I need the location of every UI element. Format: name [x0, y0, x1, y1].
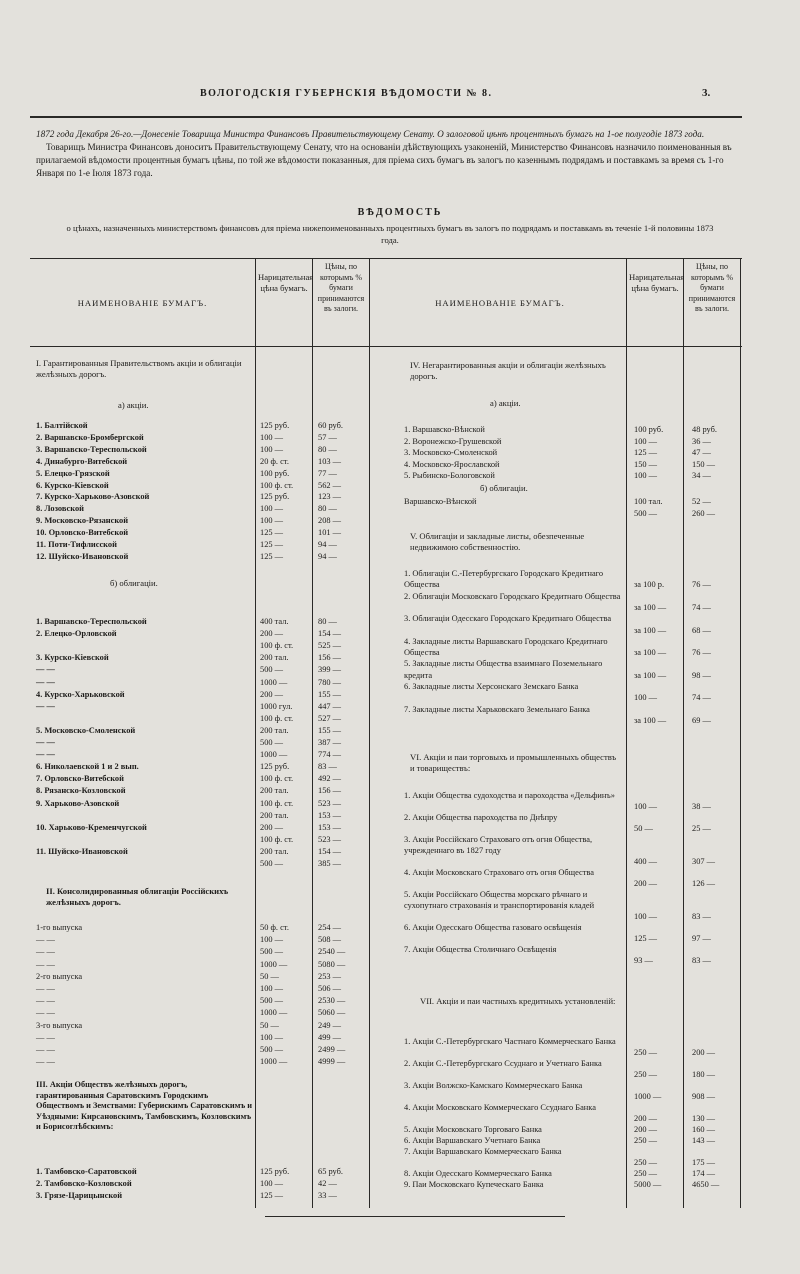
row-pledge: 36 — [692, 436, 711, 446]
section-heading: VI. Акціи и паи торговыхъ и промышленныхъ обществъ и товариществъ: [410, 752, 617, 773]
row-pledge: 447 — [318, 701, 342, 711]
row-pledge: 130 — [692, 1114, 716, 1123]
row-pledge: 47 — [692, 448, 711, 458]
row-pledge: 387 — [318, 738, 342, 747]
row-nominal: за 100 — [634, 715, 667, 725]
row-name: 2. Акціи Общества пароходства по Днѣпру [404, 813, 558, 822]
row-nominal: 100 руб. [634, 425, 664, 434]
row-name: — — [36, 959, 55, 969]
row-name: 7. Закладные листы Харьковскаго Земельнаго Банка [404, 704, 590, 714]
row-pledge: 160 — [692, 1125, 716, 1134]
row-name: 2-го выпуска [36, 971, 83, 981]
section-heading: IV. Негарантированныя акціи и облигаціи желѣзныхъ дорогъ. [410, 360, 606, 381]
row-nominal: 20 ф. ст. [260, 456, 289, 466]
row-nominal: 400 — [634, 857, 658, 866]
row-nominal: 100 руб. [260, 468, 290, 478]
row-pledge: 80 — [318, 504, 337, 514]
row-name: 3. Курско-Кіевской [36, 653, 109, 663]
row-nominal: 1000 — [260, 959, 288, 969]
row-name: 6. Акціи Одесскаго Общества газоваго освѣщенія [404, 923, 582, 932]
row-nominal: 200 тал. [260, 786, 289, 796]
row-name: 1. Варшавско-Вѣнской [404, 425, 485, 434]
row-name: 1. Балтійской [36, 421, 88, 430]
row-pledge: 98 — [692, 670, 711, 680]
row-name: 4. Акціи Московскаго Страховаго отъ огня Общества [404, 868, 594, 877]
row-name: 3. Облигаціи Одесскаго Городскаго Кредитнаго Общества [404, 614, 612, 624]
row-pledge: 150 — [692, 459, 716, 469]
row-pledge: 77 — [318, 468, 337, 478]
row-pledge: 103 — [318, 456, 342, 466]
row-name: Варшавско-Вѣнской [404, 497, 477, 506]
col-divider [683, 258, 684, 1208]
col-divider [255, 258, 256, 1208]
row-name: — — [36, 1045, 55, 1054]
row-name: 7. Акціи Общества Столичнаго Освѣщенія [404, 945, 557, 954]
row-name: 1-го выпуска [36, 923, 83, 932]
row-name: 8. Рязанско-Козловской [36, 786, 126, 796]
row-name: 7. Акціи Варшавскаго Коммерческаго Банка [404, 1147, 562, 1156]
row-pledge: 155 — [318, 725, 342, 735]
row-nominal: 125 руб. [260, 421, 290, 430]
row-pledge: 156 — [318, 653, 342, 663]
row-nominal: 1000 — [260, 750, 288, 760]
row-pledge: 307 — [692, 857, 716, 866]
row-nominal: за 100 — [634, 625, 667, 635]
row-nominal: 200 — [260, 822, 284, 832]
row-pledge: 399 — [318, 665, 342, 675]
row-name: 9. Московско-Рязанской [36, 516, 129, 526]
row-nominal: 100 — [634, 471, 658, 481]
row-pledge: 260 — [692, 509, 716, 518]
row-pledge: 154 — [318, 846, 342, 856]
row-nominal: 500 — [260, 738, 284, 747]
row-name: 9. Харьково-Азовской [36, 798, 120, 808]
row-pledge: 153 — [318, 822, 342, 832]
row-name: 1. Акціи Общества судоходства и пароходства «Дельфинъ» [404, 791, 615, 800]
row-nominal: 125 — [634, 448, 658, 458]
row-name: — — [36, 935, 55, 945]
row-pledge: 94 — [318, 551, 337, 561]
row-name: — — [36, 1057, 55, 1067]
row-pledge: 97 — [692, 934, 711, 943]
row-name: 11. Поти-Тифлисской [36, 540, 117, 549]
row-pledge: 83 — [692, 956, 711, 965]
row-pledge: 523 — [318, 834, 342, 844]
row-pledge: 506 — [318, 984, 342, 993]
row-pledge: 175 — [692, 1158, 716, 1167]
row-name: — — [36, 984, 55, 993]
row-name: — — [36, 947, 55, 957]
row-name: 5. Акціи Россійскаго Общества морскаго рѣчнаго и сухопутнаго страхованія и транспортированія кладей [404, 890, 595, 910]
row-pledge: 25 — [692, 824, 711, 833]
row-pledge: 80 — [318, 444, 337, 454]
row-pledge: 908 — [692, 1092, 716, 1101]
row-name: 1. Варшавско-Тереспольской [36, 617, 147, 626]
row-name: — — [36, 677, 55, 687]
row-nominal: за 100 р. [634, 580, 665, 590]
col-head-nominal: Нарицательная цѣна бумагъ. [629, 272, 685, 293]
row-name: — — [36, 665, 55, 675]
table-subtitle: о цѣнахъ, назначенныхъ министерствомъ финансовъ для пріема нижепоименованныхъ процентныхъ бумагъ въ залогъ по подрядамъ и поставкамъ въ теченіе 1-й половины 1873 года. [66, 223, 714, 245]
row-name: 6. Закладные листы Херсонскаго Земскаго Банка [404, 682, 579, 691]
row-pledge: 5080 — [318, 959, 346, 969]
row-nominal: 250 — [634, 1070, 658, 1079]
row-pledge: 4999 — [318, 1057, 346, 1067]
section-heading: II. Консолидированныя облигаціи Россійскихъ желѣзныхъ дорогъ. [46, 886, 229, 907]
row-pledge: 74 — [692, 602, 711, 612]
row-pledge: 38 — [692, 802, 711, 811]
subsection-heading: б) облигаціи. [110, 578, 158, 588]
row-pledge: 48 руб. [692, 425, 717, 434]
row-pledge: 385 — [318, 859, 342, 868]
row-pledge: 65 руб. [318, 1167, 343, 1176]
row-pledge: 249 — [318, 1020, 342, 1030]
row-pledge: 155 — [318, 689, 342, 699]
row-pledge: 83 — [692, 912, 711, 921]
row-name: 3. Варшавско-Тереспольской [36, 444, 147, 454]
row-pledge: 34 — [692, 471, 711, 481]
row-name: 6. Николаевской 1 и 2 вып. [36, 762, 139, 772]
row-pledge: 156 — [318, 786, 342, 796]
row-nominal: 150 — [634, 459, 658, 469]
row-nominal: 500 — [260, 996, 284, 1006]
row-name: 2. Варшавско-Бромбергской [36, 432, 144, 442]
row-nominal: 1000 — [260, 1057, 288, 1067]
section-heading: V. Облигаціи и закладные листы, обезпеченные недвижимою собственностію. [410, 531, 585, 552]
row-pledge: 774 — [318, 750, 342, 760]
row-pledge: 174 — [692, 1169, 716, 1178]
table-head-rule [30, 346, 742, 347]
row-name: 4. Курско-Харьковской [36, 689, 125, 699]
col-head-name: НАИМЕНОВАНІЕ БУМАГЪ. [77, 298, 208, 308]
row-name: 1. Тамбовско-Саратовской [36, 1167, 137, 1176]
header-title: ВОЛОГОДСКІЯ ГУБЕРНСКІЯ ВѢДОМОСТИ № 8. [200, 88, 493, 99]
row-name: 10. Орловско-Витебской [36, 528, 129, 538]
row-pledge: 253 — [318, 971, 342, 981]
row-pledge: 74 — [692, 693, 711, 703]
row-name: 3. Грязе-Царицынской [36, 1191, 123, 1200]
row-nominal: 500 — [260, 665, 284, 675]
row-name: 10. Харьково-Кременчугской [36, 822, 147, 832]
row-pledge: 101 — [318, 528, 342, 538]
row-nominal: 100 ф. ст. [260, 774, 294, 784]
row-name: 5. Акціи Московскаго Торговаго Банка [404, 1125, 542, 1134]
row-nominal: за 100 — [634, 670, 667, 680]
row-name: — — [36, 750, 55, 760]
row-nominal: 200 тал. [260, 810, 289, 820]
row-pledge: 94 — [318, 540, 337, 549]
section-heading: VII. Акціи и паи частныхъ кредитныхъ установленій: [420, 996, 616, 1006]
row-pledge: 126 — [692, 879, 716, 888]
col-divider [740, 258, 741, 1208]
row-name: 5. Московско-Смоленской [36, 725, 136, 735]
row-nominal: 125 — [634, 934, 658, 943]
col-divider [626, 258, 627, 1208]
row-nominal: 125 — [260, 528, 284, 538]
row-nominal: 100 — [260, 432, 284, 442]
row-pledge: 200 — [692, 1048, 716, 1057]
row-nominal: 50 — [260, 1020, 279, 1030]
row-pledge: 254 — [318, 923, 342, 932]
row-nominal: за 100 — [634, 648, 667, 658]
row-nominal: 125 — [260, 1191, 284, 1200]
row-pledge: 2499 — [318, 1045, 346, 1054]
row-pledge: 2540 — [318, 947, 346, 957]
row-nominal: 500 — [634, 509, 658, 518]
row-name: 2. Облигаціи Московскаго Городскаго Кредитнаго Общества [404, 591, 621, 601]
row-nominal: 50 — [260, 971, 279, 981]
section-heading: I. Гарантированныя Правительствомъ акціи и облигаціи желѣзныхъ дорогъ. [36, 358, 242, 379]
row-pledge: 780 — [318, 677, 342, 687]
row-pledge: 83 — [318, 762, 337, 772]
section-heading: III. Акціи Обществъ желѣзныхъ дорогъ, гарантированныя Саратовскимъ Городскимъ Обществомъ и Земствами: Губерискимъ Саратовскимъ и Уѣздными: Кирсановскимъ, Тамбовскимъ, Козловскимъ и Борисоглѣбскимъ: [36, 1080, 253, 1131]
row-name: 3. Московско-Смоленской [404, 448, 498, 458]
row-nominal: 200 — [634, 1125, 658, 1134]
row-pledge: 492 — [318, 774, 342, 784]
row-nominal: 125 руб. [260, 1167, 290, 1176]
row-pledge: 33 — [318, 1191, 337, 1200]
row-nominal: 100 — [260, 935, 284, 945]
row-name: — — [36, 1008, 55, 1018]
row-pledge: 42 — [318, 1179, 337, 1188]
row-nominal: 5000 — [634, 1180, 662, 1189]
row-nominal: 100 — [260, 984, 284, 993]
row-nominal: 100 — [260, 1032, 284, 1042]
row-name: 12. Шуйско-Ивановской [36, 551, 129, 561]
row-pledge: 57 — [318, 432, 337, 442]
row-nominal: 200 — [634, 879, 658, 888]
row-name: 3-го выпуска [36, 1020, 83, 1030]
row-name: 5. Рыбинско-Бологовской [404, 471, 495, 481]
row-nominal: 125 руб. [260, 762, 290, 772]
row-name: 2. Елецко-Орловской [36, 629, 117, 639]
header-rule [30, 116, 742, 118]
row-name: 8. Акціи Одесскаго Коммерческаго Банка [404, 1169, 552, 1178]
row-name: 4. Акціи Московскаго Коммерческаго Ссуднаго Банка [404, 1103, 596, 1112]
row-nominal: 500 — [260, 947, 284, 957]
row-pledge: 527 — [318, 713, 342, 723]
row-pledge: 153 — [318, 810, 342, 820]
row-name: 4. Динабурго-Витебской [36, 456, 128, 466]
row-pledge: 68 — [692, 625, 711, 635]
row-nominal: 100 — [634, 436, 658, 446]
row-name: — — [36, 738, 55, 747]
row-nominal: 100 ф. ст. [260, 713, 294, 723]
row-pledge: 143 — [692, 1136, 716, 1145]
table-title: ВѢДОМОСТЬ [357, 207, 443, 218]
row-pledge: 180 — [692, 1070, 716, 1079]
row-nominal: 500 — [260, 859, 284, 868]
row-nominal: 1000 — [260, 677, 288, 687]
row-name: 2. Воронежско-Грушевской [404, 436, 502, 446]
row-nominal: 100 ф. ст. [260, 641, 294, 651]
row-name: — — [36, 701, 55, 711]
row-name: 6. Курско-Кіевской [36, 480, 109, 490]
row-name: 6. Акціи Варшавскаго Учетнаго Банка [404, 1136, 541, 1145]
col-head-pledge: Цѣны, по которымъ % бумаги принимаются въ залоги. [317, 262, 365, 313]
intro-text [36, 128, 736, 180]
row-nominal: 93 — [634, 956, 653, 965]
col-head-name: НАИМЕНОВАНІЕ БУМАГЪ. [435, 298, 565, 308]
row-name: 7. Орловско-Витебской [36, 774, 124, 784]
row-nominal: 50 ф. ст. [260, 923, 289, 932]
row-nominal: 1000 гул. [260, 701, 293, 711]
row-name: 2. Тамбовско-Козловской [36, 1179, 132, 1188]
row-name: — — [36, 996, 55, 1006]
row-name: 3. Акціи Волжско-Камскаго Коммерческаго Банка [404, 1081, 583, 1090]
row-pledge: 60 руб. [318, 421, 343, 430]
row-nominal: 200 тал. [260, 846, 289, 856]
decree-heading: 1872 года Декабря 26-го.—Донесеніе Товарища Министра Финансовъ Правительствующему Сенату. О залоговой цѣнѣ процентныхъ бумагъ на 1-ое полугодіе 1873 года. [36, 129, 705, 139]
row-nominal: 100 — [634, 912, 658, 921]
row-nominal: 250 — [634, 1048, 658, 1057]
row-nominal: 100 ф. ст. [260, 834, 294, 844]
subsection-heading: а) акціи. [118, 400, 149, 410]
row-nominal: 100 — [260, 516, 284, 526]
row-nominal: 100 — [634, 693, 658, 703]
row-pledge: 2530 — [318, 996, 346, 1006]
row-nominal: за 100 — [634, 602, 667, 612]
row-name: 11. Шуйско-Ивановской [36, 846, 128, 856]
page-header [0, 82, 800, 102]
row-nominal: 400 тал. [260, 617, 289, 626]
row-pledge: 5060 — [318, 1008, 346, 1018]
row-nominal: 500 — [260, 1045, 284, 1054]
row-name: 9. Паи Московскаго Купеческаго Банка [404, 1180, 544, 1189]
row-nominal: 250 — [634, 1136, 658, 1145]
row-nominal: 125 — [260, 540, 284, 549]
decree-body: Товарищъ Министра Финансовъ доноситъ Правительствующему Сенату, что на основаніи дѣйствующихъ узаконеній, Министерство Финансовъ назначило поименованныя въ прилагаемой вѣдомости процентныя бумагъ цѣны, по той же вѣдомости показанныя, для пріема сихъ бумагъ въ залогъ по казеннымъ подрядамъ и поставкамъ за время съ 1-го Января по 1-е Іюля 1873 года. [36, 142, 732, 178]
row-name: 3. Акціи Россійскаго Страховаго отъ огня Общества, учрежденнаго въ 1827 году [404, 835, 593, 855]
row-name: — — [36, 1032, 55, 1042]
row-nominal: 1000 — [260, 1008, 288, 1018]
subsection-heading: а) акціи. [490, 398, 521, 408]
row-name: 5. Елецко-Грязской [36, 468, 110, 478]
row-nominal: 100 — [260, 504, 284, 514]
row-pledge: 154 — [318, 629, 342, 639]
row-nominal: 100 тал. [634, 497, 663, 506]
row-nominal: 125 руб. [260, 492, 290, 502]
row-nominal: 200 тал. [260, 653, 289, 663]
row-nominal: 125 — [260, 551, 284, 561]
row-nominal: 100 ф. ст. [260, 480, 294, 490]
row-name: 4. Закладные листы Варшавскаго Городскаго Кредитнаго Общества [404, 636, 608, 658]
bottom-rule [265, 1216, 565, 1217]
row-pledge: 76 — [692, 648, 711, 658]
row-nominal: 200 тал. [260, 725, 289, 735]
row-name: 7. Курско-Харьково-Азовской [36, 492, 150, 502]
row-nominal: 50 — [634, 824, 653, 833]
table-top-rule [30, 258, 742, 259]
col-divider [312, 258, 313, 1208]
row-pledge: 80 — [318, 617, 337, 626]
col-head-nominal: Нарицательная цѣна бумагъ. [258, 272, 314, 293]
row-nominal: 200 — [260, 689, 284, 699]
row-nominal: 250 — [634, 1169, 658, 1178]
row-pledge: 123 — [318, 492, 342, 502]
row-pledge: 562 — [318, 480, 342, 490]
row-nominal: 100 — [260, 444, 284, 454]
row-name: 2. Акціи С.-Петербургскаго Ссуднаго и Учетнаго Банка [404, 1059, 602, 1068]
row-nominal: 1000 — [634, 1092, 662, 1101]
row-nominal: 200 — [634, 1114, 658, 1123]
page-number: 3. [702, 87, 711, 99]
col-divider [369, 258, 370, 1208]
row-pledge: 52 — [692, 497, 711, 506]
row-name: 8. Лозовской [36, 504, 84, 514]
row-nominal: 200 — [260, 629, 284, 639]
row-name: 5. Закладные листы Общества взаимнаго Поземельнаго кредита [404, 659, 603, 680]
row-pledge: 69 — [692, 715, 711, 725]
row-name: 1. Акціи С.-Петербургскаго Частнаго Коммерческаго Банка [404, 1037, 616, 1046]
row-pledge: 508 — [318, 935, 342, 945]
row-name: 1. Облигаціи С.-Петербургскаго Городскаго Кредитнаго Общества [404, 569, 604, 590]
row-pledge: 208 — [318, 516, 342, 526]
row-pledge: 525 — [318, 641, 342, 651]
col-head-pledge: Цѣны, по которымъ % бумаги принимаются въ залоги. [688, 262, 736, 313]
row-name: 4. Московско-Ярославской [404, 459, 500, 469]
row-nominal: 100 — [634, 802, 658, 811]
row-pledge: 76 — [692, 580, 711, 590]
row-pledge: 4650 — [692, 1180, 720, 1189]
row-nominal: 100 ф. ст. [260, 798, 294, 808]
subsection-heading: б) облигаціи. [480, 483, 528, 493]
row-nominal: 250 — [634, 1158, 658, 1167]
row-pledge: 499 — [318, 1032, 342, 1042]
row-nominal: 100 — [260, 1179, 284, 1188]
row-pledge: 523 — [318, 798, 342, 808]
